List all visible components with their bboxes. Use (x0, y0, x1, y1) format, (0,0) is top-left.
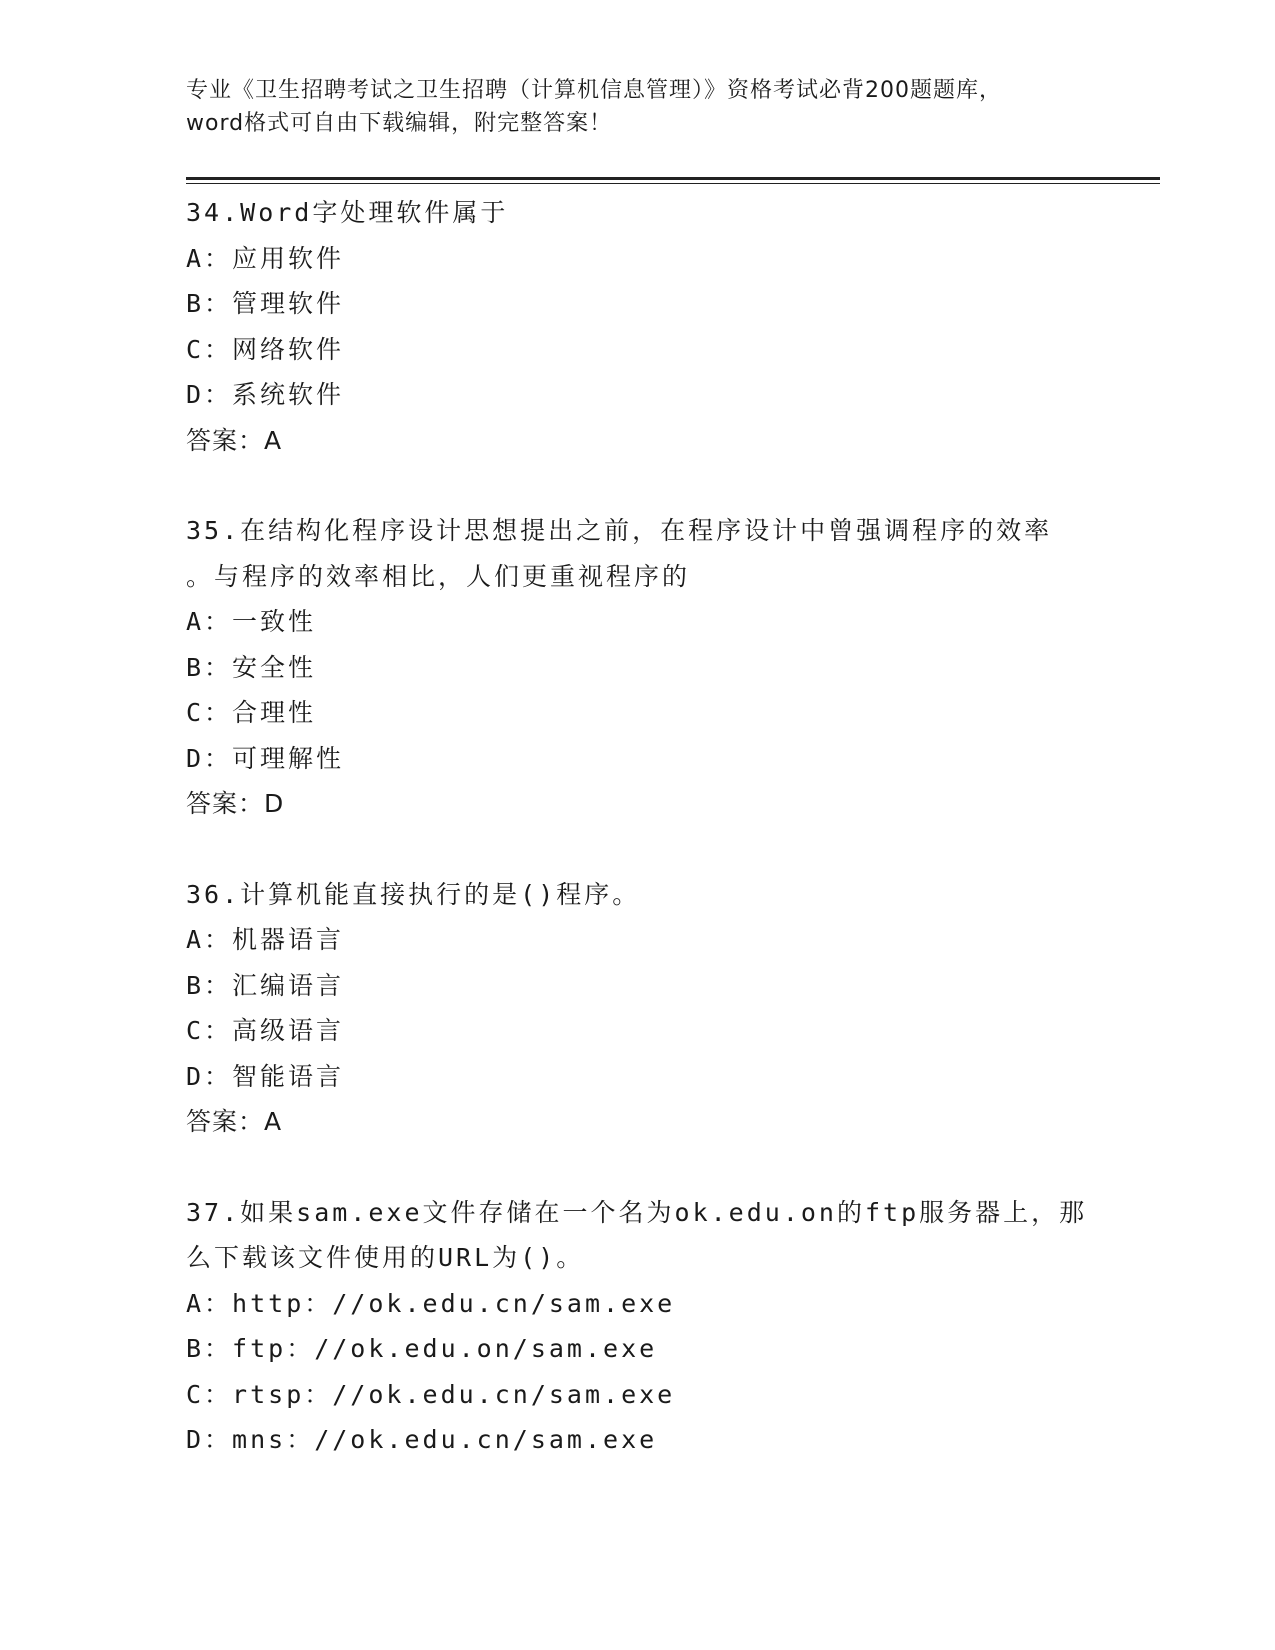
question-stem-continued: 么下载该文件使用的URL为()。 (186, 1243, 585, 1272)
answer-key: 答案：D (186, 789, 285, 818)
document-header (186, 74, 1066, 140)
question-stem: 34.Word字处理软件属于 (186, 198, 509, 227)
option-d: D：智能语言 (186, 1061, 345, 1091)
header-title-line-2: word格式可自由下载编辑，附完整答案！ (186, 111, 613, 136)
header-divider-thick (186, 177, 1160, 180)
option-a: A：应用软件 (186, 243, 345, 273)
option-c: C：rtsp：//ok.edu.cn/sam.exe (186, 1379, 676, 1409)
option-b: B：管理软件 (186, 289, 345, 318)
answer-key: 答案：A (186, 1107, 283, 1136)
question-stem: 36.计算机能直接执行的是()程序。 (186, 879, 641, 909)
question-stem-continued: 。与程序的效率相比，人们更重视程序的 (186, 561, 691, 591)
option-b: B：汇编语言 (186, 970, 345, 1000)
option-b: B：ftp：//ok.edu.on/sam.exe (186, 1334, 658, 1363)
question-35 (186, 508, 1086, 827)
question-34 (186, 190, 1086, 463)
header-title-line-1: 专业《卫生招聘考试之卫生招聘（计算机信息管理）》资格考试必背200题题库， (186, 78, 1002, 103)
option-c: C：合理性 (186, 698, 317, 727)
option-d: D：可理解性 (186, 743, 345, 773)
option-b: B：安全性 (186, 652, 317, 682)
option-a: A：机器语言 (186, 925, 345, 954)
option-c: C：高级语言 (186, 1016, 345, 1045)
option-d: D：系统软件 (186, 380, 345, 409)
question-list (186, 190, 1086, 1508)
option-c: C：网络软件 (186, 334, 345, 364)
question-36 (186, 872, 1086, 1145)
option-d: D：mns：//ok.edu.cn/sam.exe (186, 1425, 658, 1454)
question-stem: 37.如果sam.exe文件存储在一个名为ok.edu.on的ftp服务器上，那 (186, 1197, 1088, 1227)
answer-key: 答案：A (186, 425, 283, 455)
question-stem: 35.在结构化程序设计思想提出之前，在程序设计中曾强调程序的效率 (186, 516, 1053, 545)
option-a: A：一致性 (186, 607, 317, 636)
header-divider-thin (186, 183, 1160, 184)
question-37 (186, 1190, 1086, 1463)
option-a: A：http：//ok.edu.cn/sam.exe (186, 1288, 676, 1318)
